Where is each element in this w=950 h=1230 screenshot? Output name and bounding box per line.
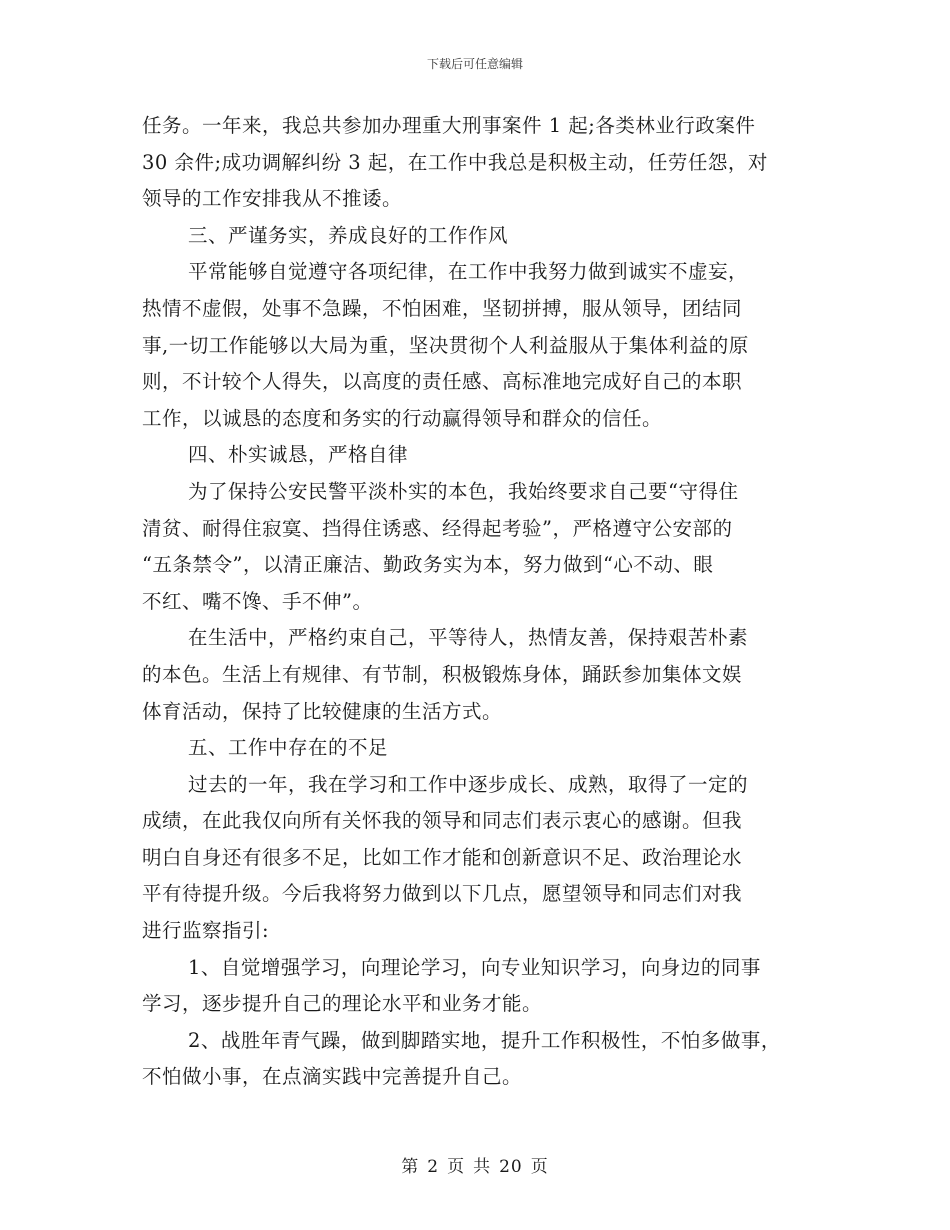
text-line: 平常能够自觉遵守各项纪律，在工作中我努力做到诚实不虚妄， [188, 260, 749, 284]
document-body [142, 108, 810, 1096]
text-line: 清贫、耐得住寂寞、挡得住诱惑、经得起考验”，严格遵守公安部的 [142, 516, 733, 540]
text-line: 学习，逐步提升自己的理论水平和业务才能。 [142, 992, 543, 1016]
list-item: 1、自觉增强学习，向理论学习，向专业知识学习，向身边的同事 [188, 955, 761, 979]
text-line: 过去的一年，我在学习和工作中逐步成长、成熟，取得了一定的 [188, 772, 749, 796]
text-line: 不怕做小事，在点滴实践中完善提升自己。 [142, 1065, 523, 1089]
list-item: 2、战胜年青气躁，做到脚踏实地，提升工作积极性，不怕多做事， [188, 1028, 781, 1052]
text-line: 的本色。生活上有规律、有节制，积极锻炼身体，踊跃参加集体文娱 [142, 662, 743, 686]
footer-suffix: 页 [530, 1157, 549, 1177]
text-line: 在生活中，严格约束自己，平等待人，热情友善，保持艰苦朴素 [188, 626, 749, 650]
text-line: 30 余件;成功调解纠纷 3 起，在工作中我总是积极主动，任劳任怨，对 [142, 150, 768, 174]
footer-total-label: 共 [473, 1157, 492, 1177]
footer-total-pages: 20 [499, 1157, 523, 1177]
footer-mid: 页 [447, 1157, 466, 1177]
section-heading: 四、朴实诚恳，严格自律 [188, 443, 409, 467]
text-line: 成绩，在此我仅向所有关怀我的领导和同志们表示衷心的感谢。但我 [142, 809, 743, 833]
text-line: 为了保持公安民警平淡朴实的本色，我始终要求自己要“守得住 [188, 479, 739, 503]
footer-prefix: 第 [401, 1157, 420, 1177]
text-line: 进行监察指引: [142, 919, 270, 943]
text-line: 平有待提升级。今后我将努力做到以下几点，愿望领导和同志们对我 [142, 882, 743, 906]
text-line: 工作，以诚恳的态度和务实的行动赢得领导和群众的信任。 [142, 406, 663, 430]
section-heading: 三、严谨务实，养成良好的工作作风 [188, 223, 509, 247]
text-line: 事,一切工作能够以大局为重，坚决贯彻个人利益服从于集体利益的原 [142, 333, 749, 357]
text-line: “五条禁令”，以清正廉洁、勤政务实为本，努力做到“心不动、眼 [142, 553, 714, 577]
text-line: 体育活动，保持了比较健康的生活方式。 [142, 699, 503, 723]
text-line: 则，不计较个人得失，以高度的责任感、高标准地完成好自己的本职 [142, 370, 743, 394]
text-line: 热情不虚假，处事不急躁，不怕困难，坚韧拼搏，服从领导，团结同 [142, 296, 743, 320]
section-heading: 五、工作中存在的不足 [188, 736, 389, 760]
text-line: 不红、嘴不馋、手不伸”。 [142, 589, 373, 613]
text-line: 明白自身还有很多不足，比如工作才能和创新意识不足、政治理论水 [142, 845, 743, 869]
footer-page-number: 2 [427, 1157, 440, 1177]
page-header: 下载后可任意编辑 [426, 57, 523, 71]
page-footer [0, 1152, 950, 1177]
text-line: 领导的工作安排我从不推诿。 [142, 187, 403, 211]
text-line: 任务。一年来，我总共参加办理重大刑事案件 1 起;各类林业行政案件 [142, 114, 756, 137]
